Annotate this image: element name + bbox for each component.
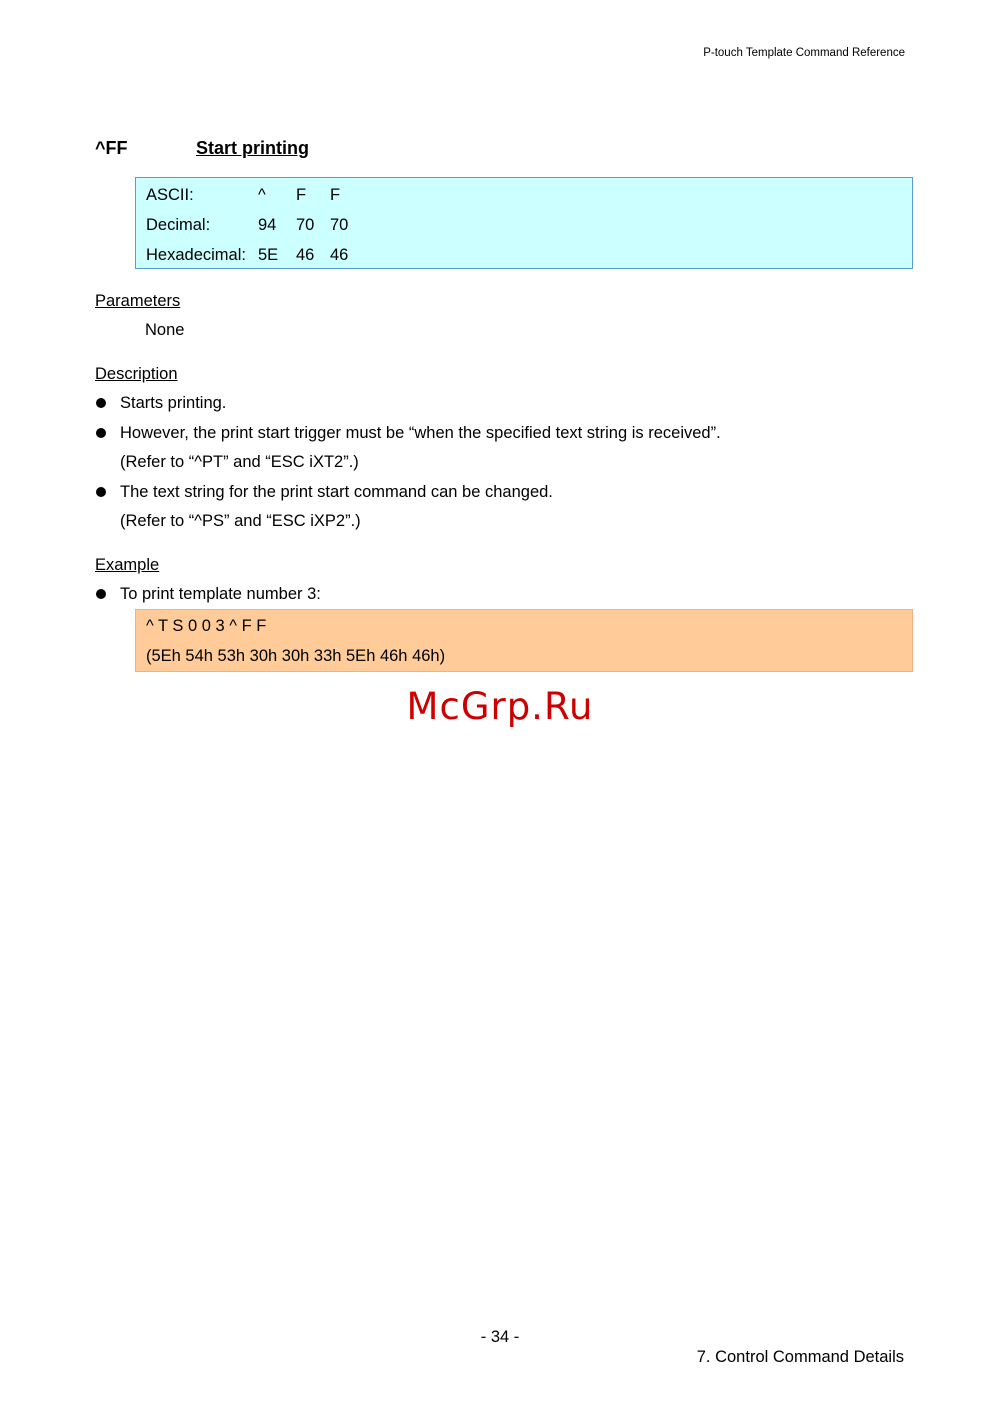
footer-section: 7. Control Command Details [696, 1348, 904, 1366]
code-value: 46 [296, 246, 315, 264]
watermark: McGrp.Ru [406, 685, 594, 728]
code-table-box [135, 177, 913, 269]
code-row-label: Hexadecimal: [146, 246, 246, 264]
code-row-label: ASCII: [146, 186, 194, 204]
code-value: 70 [296, 216, 315, 234]
code-value: ^ [258, 186, 266, 204]
description-item: The text string for the print start command can be changed. [120, 483, 553, 501]
code-value: 70 [330, 216, 349, 234]
description-item-note: (Refer to “^PT” and “ESC iXT2”.) [120, 453, 359, 471]
parameters-heading: Parameters [95, 292, 181, 310]
command-title [95, 138, 309, 159]
code-value: 94 [258, 216, 277, 234]
example-code-box [135, 609, 913, 672]
code-row-ascii [146, 186, 370, 206]
example-hex-line: (5Eh 54h 53h 30h 30h 33h 5Eh 46h 46h) [146, 647, 446, 665]
parameters-value: None [145, 321, 185, 339]
bullet-icon [96, 398, 106, 408]
description-heading: Description [95, 365, 178, 383]
bullet-icon [96, 589, 106, 599]
command-name: Start printing [196, 138, 309, 158]
code-row-label: Decimal: [146, 216, 211, 234]
bullet-icon [96, 487, 106, 497]
description-item: Starts printing. [120, 394, 227, 412]
code-row-decimal [146, 216, 370, 236]
example-code-line: ^ T S 0 0 3 ^ F F [146, 617, 267, 635]
bullet-icon [96, 428, 106, 438]
code-value: F [296, 186, 307, 204]
header-reference-title: P-touch Template Command Reference [703, 47, 905, 59]
example-item: To print template number 3: [120, 585, 321, 603]
code-row-hexadecimal [146, 246, 370, 266]
command-code: ^FF [95, 138, 128, 158]
code-value: F [330, 186, 341, 204]
code-value: 5E [258, 246, 279, 264]
description-item-note: (Refer to “^PS” and “ESC iXP2”.) [120, 512, 361, 530]
example-heading: Example [95, 556, 160, 574]
page-number: - 34 - [480, 1328, 520, 1346]
code-value: 46 [330, 246, 349, 264]
description-item: However, the print start trigger must be “when the specified text string is received”. [120, 424, 721, 442]
